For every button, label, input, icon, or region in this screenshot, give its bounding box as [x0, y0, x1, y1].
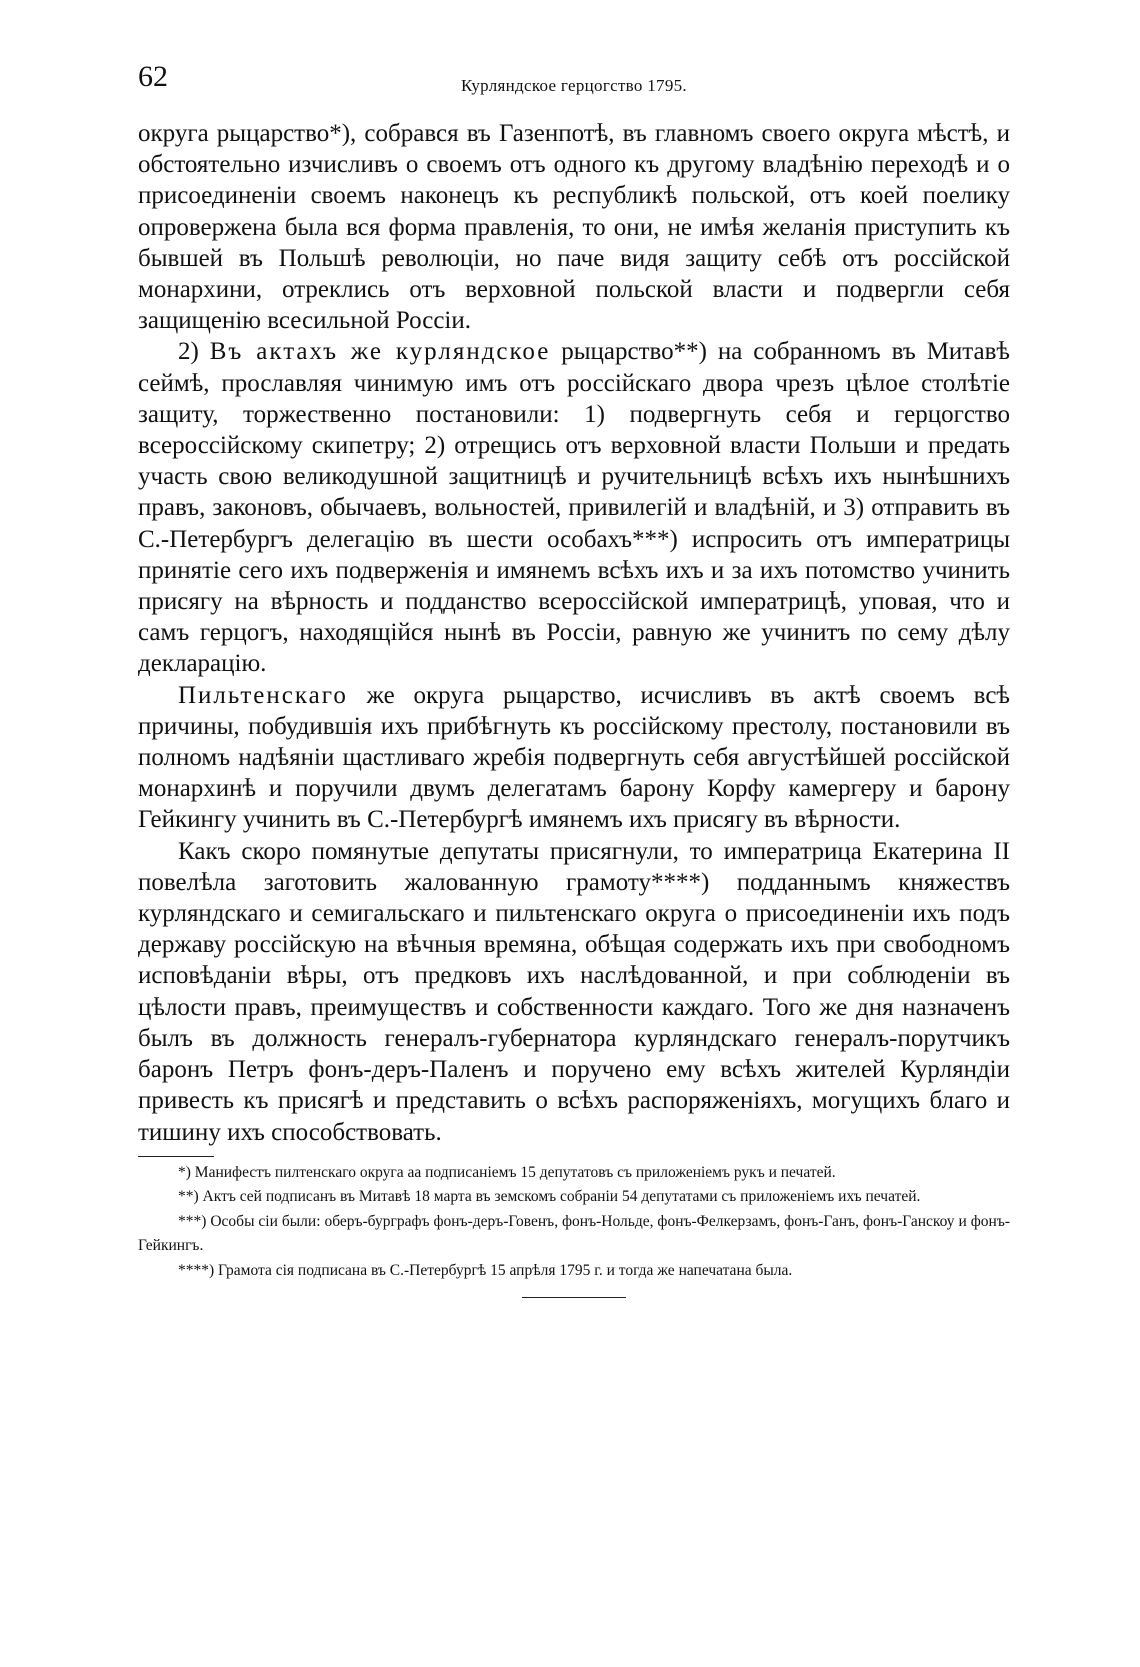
- paragraph-3-text: же округа рыцарство, исчисливъ въ актѣ своемъ всѣ причины, побудившія ихъ прибѣгнуть къ россійскому престолу, постановили въ полномъ надѣяніи щастливаго жребія подвергнуть себя августѣйшей россійской монархинѣ и поручили двумъ делегатамъ барону Корфу камергеру и барону Гейкингу учинить въ С.-Петербургѣ имянемъ ихъ присягу въ вѣрности.: [138, 681, 1010, 834]
- paragraph-3-spaced-text: Пильтенскаго: [178, 681, 348, 709]
- paragraph-2-lead: 2): [178, 338, 210, 366]
- page-number: 62: [138, 60, 168, 93]
- paragraph-1: округа рыцарство*), собрався въ Газенпотѣ, въ главномъ своего округа мѣстѣ, и обстоятельно изчисливъ о своемъ отъ одного къ другому владѣнію переходѣ и о присоединеніи своемъ наконецъ къ республикѣ польской, отъ коей поелику опровержена была вся форма правленія, то они, не имѣя желанія приступить къ бывшей въ Польшѣ революціи, но паче видя защиту себѣ отъ россійской монархини, отреклись отъ верховной польской власти и подвергли себя защищенію всесильной Россіи.: [138, 120, 1010, 335]
- footnotes: [138, 1161, 1010, 1284]
- footnote-4: ****) Грамота сія подписана въ С.-Петербургѣ 15 апрѣля 1795 г. и тогда же напечатана была.: [178, 1261, 793, 1279]
- footnote-1: *) Манифестъ пилтенскаго округа аа подписаніемъ 15 депутатовъ съ приложеніемъ рукъ и печатей.: [178, 1163, 836, 1181]
- paragraph-2-text: рыцарство**) на собранномъ въ Митавѣ сеймѣ, прославляя чинимую имъ отъ россійскаго двора чрезъ цѣлое столѣтіе защиту, торжественно постановили: 1) подвергнуть себя и герцогство всероссійскому скипетру; 2) отрещись отъ верховной власти Польши и предать участь свою великодушной защитницѣ и ручительницѣ всѣхъ ихъ нынѣшнихъ правъ, законовъ, обычаевъ, вольностей, привилегій и владѣній, и 3) отправить въ С.-Петербургъ делегацію въ шести особахъ***) испросить отъ императрицы принятіе сего ихъ подверженія и имянемъ всѣхъ ихъ и за ихъ потомство учинить присягу на вѣрность и подданство всероссійской императрицѣ, уповая, что и самъ герцогъ, находящійся нынѣ въ Россіи, равную же учинитъ по сему дѣлу декларацію.: [138, 338, 1011, 678]
- document-page: [138, 60, 1010, 1298]
- footnote-2: **) Актъ сей подписанъ въ Митавѣ 18 марта въ земскомъ собраніи 54 депутатами съ приложеніемъ ихъ печатей.: [178, 1188, 921, 1206]
- body-text: [138, 118, 1010, 1148]
- end-rule: [522, 1297, 626, 1298]
- footnote-3: ***) Особы сіи были: оберъ-бурграфъ фонъ-деръ-Говенъ, фонъ-Нольде, фонъ-Фелкерзамъ, фонъ-Ганъ, фонъ-Ганскоу и фонъ-Гейкингъ.: [138, 1212, 1010, 1255]
- paragraph-3: [138, 680, 1010, 836]
- page-header: [138, 60, 1010, 110]
- paragraph-2-spaced-text: Въ актахъ же курляндское: [209, 338, 551, 366]
- paragraph-2: [138, 336, 1010, 679]
- running-title: Курляндское герцогство 1795.: [461, 76, 687, 95]
- paragraph-4: Какъ скоро помянутые депутаты присягнули, то императрица Екатерина II повелѣла заготовить жалованную грамоту****) подданнымъ княжествъ курляндскаго и семигальскаго и пильтенскаго округа о присоединеніи ихъ подъ державу россійскую на вѣчныя времяна, обѣщая содержать ихъ при свободномъ исповѣданіи вѣры, отъ предковъ ихъ наслѣдованной, и при соблюденіи въ цѣлости правъ, преимуществъ и собственности каждаго. Того же дня назначенъ былъ въ должность генералъ-губернатора курляндскаго генералъ-порутчикъ баронъ Петръ фонъ-деръ-Паленъ и поручено ему всѣхъ жителей Курляндіи привесть къ присягѣ и представить о всѣхъ распоряженіяхъ, могущихъ благо и тишину ихъ способствовать.: [138, 837, 1010, 1146]
- footnote-divider: [138, 1156, 214, 1157]
